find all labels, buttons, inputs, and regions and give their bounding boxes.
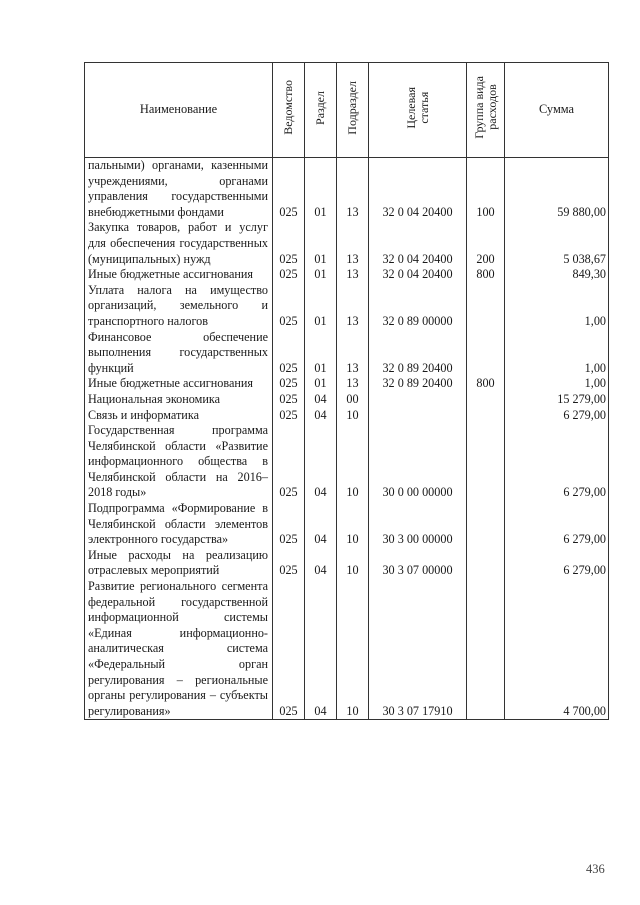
row-razdel: 01 bbox=[305, 283, 337, 330]
row-razdel: 04 bbox=[305, 548, 337, 579]
budget-table-container bbox=[84, 62, 608, 720]
table-row bbox=[85, 220, 609, 267]
row-gruppa: 100 bbox=[467, 158, 505, 221]
row-podrazdel: 10 bbox=[337, 408, 369, 424]
header-gruppa: Группа вида расходов bbox=[471, 76, 499, 140]
table-row bbox=[85, 392, 609, 408]
row-ved: 025 bbox=[273, 158, 305, 221]
row-podrazdel: 10 bbox=[337, 423, 369, 501]
row-name: пальными) органами, казенными учреждениями, органами управления государственными внебюджетными фондами bbox=[85, 158, 273, 221]
row-celevaya: 32 0 89 20400 bbox=[369, 330, 467, 377]
row-celevaya bbox=[369, 392, 467, 408]
header-gruppa-cell bbox=[467, 63, 505, 158]
row-gruppa bbox=[467, 330, 505, 377]
row-celevaya: 32 0 04 20400 bbox=[369, 158, 467, 221]
row-razdel: 04 bbox=[305, 408, 337, 424]
row-name: Финансовое обеспечение выполнения государственных функций bbox=[85, 330, 273, 377]
row-celevaya: 32 0 04 20400 bbox=[369, 220, 467, 267]
row-celevaya: 32 0 89 20400 bbox=[369, 376, 467, 392]
header-celevaya: Целевая статья bbox=[403, 86, 431, 129]
table-row bbox=[85, 376, 609, 392]
table-row bbox=[85, 267, 609, 283]
row-celevaya: 30 3 00 00000 bbox=[369, 501, 467, 548]
header-celevaya-cell bbox=[369, 63, 467, 158]
page-number: 436 bbox=[586, 862, 605, 876]
row-gruppa bbox=[467, 548, 505, 579]
row-podrazdel: 13 bbox=[337, 158, 369, 221]
row-podrazdel: 10 bbox=[337, 548, 369, 579]
row-ved: 025 bbox=[273, 283, 305, 330]
row-podrazdel: 10 bbox=[337, 501, 369, 548]
table-row bbox=[85, 423, 609, 501]
row-razdel: 04 bbox=[305, 392, 337, 408]
row-podrazdel: 13 bbox=[337, 376, 369, 392]
row-ved: 025 bbox=[273, 408, 305, 424]
table-row bbox=[85, 158, 609, 221]
header-summa: Сумма bbox=[505, 63, 609, 158]
row-razdel: 01 bbox=[305, 330, 337, 377]
row-razdel: 01 bbox=[305, 220, 337, 267]
row-razdel: 04 bbox=[305, 423, 337, 501]
row-ved: 025 bbox=[273, 330, 305, 377]
row-summa: 849,30 bbox=[505, 267, 609, 283]
table-row bbox=[85, 548, 609, 579]
table-body bbox=[85, 158, 609, 720]
row-summa: 1,00 bbox=[505, 376, 609, 392]
row-name: Государственная программа Челябинской области «Развитие информационного общества в Челябинской области на 2016–2018 годы» bbox=[85, 423, 273, 501]
row-summa: 15 279,00 bbox=[505, 392, 609, 408]
row-razdel: 01 bbox=[305, 158, 337, 221]
table-row bbox=[85, 408, 609, 424]
table-row bbox=[85, 283, 609, 330]
row-podrazdel: 13 bbox=[337, 220, 369, 267]
table-row bbox=[85, 501, 609, 548]
header-name: Наименование bbox=[85, 63, 273, 158]
header-podrazdel: Подраздел bbox=[345, 80, 359, 135]
row-ved: 025 bbox=[273, 267, 305, 283]
header-podrazdel-cell bbox=[337, 63, 369, 158]
row-summa: 1,00 bbox=[505, 330, 609, 377]
row-gruppa bbox=[467, 392, 505, 408]
row-ved: 025 bbox=[273, 376, 305, 392]
row-podrazdel: 10 bbox=[337, 579, 369, 720]
header-ved-cell bbox=[273, 63, 305, 158]
row-gruppa: 200 bbox=[467, 220, 505, 267]
row-name: Развитие регионального сегмента федеральной государственной информационной системы «Единая информационно-аналитическая система «Федеральный орган регулирования – региональные органы регулирования – субъекты регулирования» bbox=[85, 579, 273, 720]
row-name: Национальная экономика bbox=[85, 392, 273, 408]
row-name: Иные бюджетные ассигнования bbox=[85, 267, 273, 283]
row-name: Закупка товаров, работ и услуг для обеспечения государственных (муниципальных) нужд bbox=[85, 220, 273, 267]
row-gruppa: 800 bbox=[467, 376, 505, 392]
row-summa: 6 279,00 bbox=[505, 408, 609, 424]
row-gruppa bbox=[467, 283, 505, 330]
row-gruppa bbox=[467, 501, 505, 548]
table-row bbox=[85, 330, 609, 377]
row-name: Иные расходы на реализацию отраслевых мероприятий bbox=[85, 548, 273, 579]
row-ved: 025 bbox=[273, 220, 305, 267]
header-razdel-cell bbox=[305, 63, 337, 158]
row-ved: 025 bbox=[273, 501, 305, 548]
row-razdel: 04 bbox=[305, 579, 337, 720]
row-ved: 025 bbox=[273, 392, 305, 408]
budget-table bbox=[84, 62, 609, 720]
row-celevaya: 30 3 07 17910 bbox=[369, 579, 467, 720]
row-gruppa bbox=[467, 423, 505, 501]
row-podrazdel: 13 bbox=[337, 267, 369, 283]
row-celevaya bbox=[369, 408, 467, 424]
row-ved: 025 bbox=[273, 579, 305, 720]
row-razdel: 01 bbox=[305, 267, 337, 283]
row-celevaya: 32 0 04 20400 bbox=[369, 267, 467, 283]
row-ved: 025 bbox=[273, 423, 305, 501]
row-podrazdel: 13 bbox=[337, 283, 369, 330]
row-name: Уплата налога на имущество организаций, земельного и транспортного налогов bbox=[85, 283, 273, 330]
row-summa: 6 279,00 bbox=[505, 501, 609, 548]
row-celevaya: 30 3 07 00000 bbox=[369, 548, 467, 579]
row-summa: 6 279,00 bbox=[505, 548, 609, 579]
row-razdel: 01 bbox=[305, 376, 337, 392]
row-ved: 025 bbox=[273, 548, 305, 579]
row-name: Иные бюджетные ассигнования bbox=[85, 376, 273, 392]
header-ved: Ведомство bbox=[281, 80, 295, 136]
row-summa: 4 700,00 bbox=[505, 579, 609, 720]
row-celevaya: 30 0 00 00000 bbox=[369, 423, 467, 501]
row-gruppa bbox=[467, 579, 505, 720]
table-header-row bbox=[85, 63, 609, 158]
row-summa: 59 880,00 bbox=[505, 158, 609, 221]
header-razdel: Раздел bbox=[313, 90, 327, 125]
row-podrazdel: 00 bbox=[337, 392, 369, 408]
row-gruppa: 800 bbox=[467, 267, 505, 283]
row-summa: 1,00 bbox=[505, 283, 609, 330]
row-podrazdel: 13 bbox=[337, 330, 369, 377]
row-summa: 5 038,67 bbox=[505, 220, 609, 267]
row-summa: 6 279,00 bbox=[505, 423, 609, 501]
row-gruppa bbox=[467, 408, 505, 424]
table-row bbox=[85, 579, 609, 720]
row-name: Связь и информатика bbox=[85, 408, 273, 424]
row-name: Подпрограмма «Формирование в Челябинской области элементов электронного государства» bbox=[85, 501, 273, 548]
row-celevaya: 32 0 89 00000 bbox=[369, 283, 467, 330]
row-razdel: 04 bbox=[305, 501, 337, 548]
